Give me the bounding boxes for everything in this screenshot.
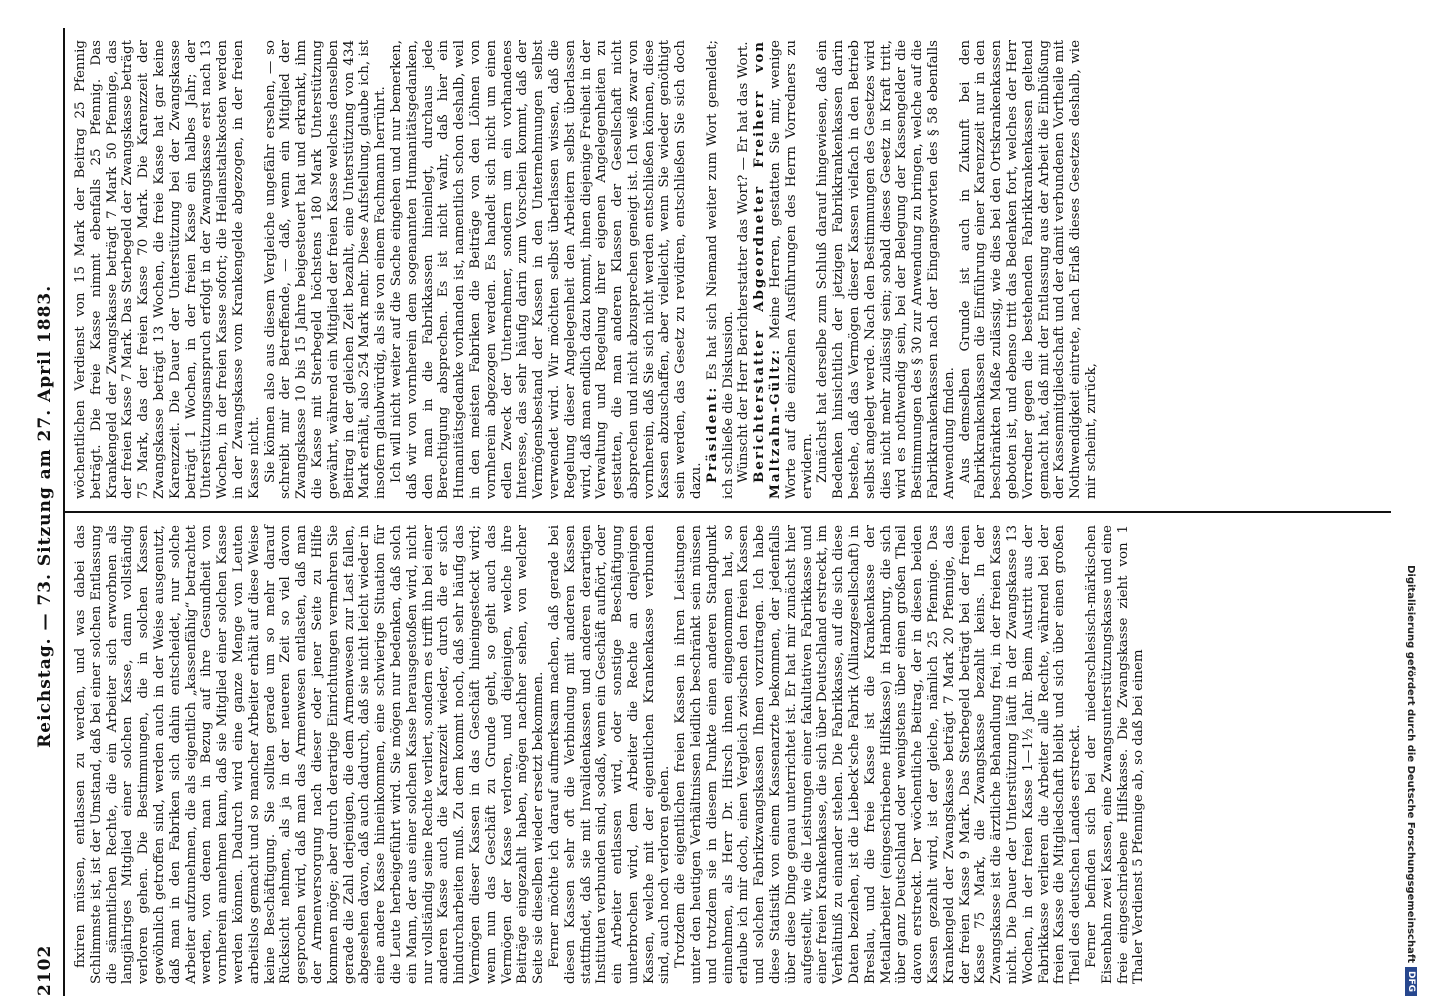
page-number: 2102 (35, 944, 55, 996)
paragraph-text: Ferner möchte ich darauf aufmerksam machen, daß gerade bei diesen Kassen sehr oft die Verbindung mit anderen Kassen stattfindet, daß sie mit Invalidenkassen und anderen derartigen Instituten verbunden sind, sodaß, wenn ein Geschäft aufhört, oder ein Arbeiter entlassen wird, oder sonstige Beschäftigung unterbrochen wird, dem Arbeiter die Rechte an denjenigen Kassen, welche mit der eigentlichen Krankenkasse verbunden sind, auch noch verloren gehen. (546, 525, 673, 984)
column-right (73, 28, 1391, 511)
dfg-logo-icon: DFG (1405, 967, 1417, 996)
paragraph (673, 525, 1084, 984)
paragraph (736, 40, 752, 499)
page-title: Reichstag. — 73. Sitzung am 27. April 1883. (35, 284, 55, 748)
paragraph (547, 525, 673, 984)
paragraph (73, 40, 263, 499)
paragraph-text: Ich will nicht weiter auf die Sache eingehen und nur bemerken, daß wir von vornherein dem sogenannten Humanitätsgedanken, den man in die Fabrikkassen hineinlegt, durchaus jede Berechtigung absprechen. Es ist nicht wahr, daß hier ein Humanitätsgedanke vorhanden ist, namentlich schon deshalb, weil in den meisten Fabriken die Beiträge von den Löhnen von vornherein abgezogen werden. Es handelt sich nicht um einen edlen Zweck der Unternehmer, sondern um ein vorhandenes Interesse, das sehr häufig darin zum Vorschein kommt, daß der Vermögensbestand der Kassen in den Unternehmungen selbst verwendet wird. Wir möchten selbst überlassen wissen, daß die Regelung dieser Angelegenheit den Arbeitern selbst überlassen wird, daß man endlich dazu kommt, ihnen diejenige Freiheit in der Verwaltung und Regelung ihrer eigenen Angelegenheiten zu gestatten, die man anderen Klassen der Gesellschaft nicht absprechen und nicht abzusprechen geneigt ist. Ich weiß zwar von vornherein, daß Sie sich nicht werden entschließen können, diese Kassen abzuschaffen, aber vielleicht, wenn Sie wieder genöthigt sein werden, das Gesetz zu revidiren, entschließen Sie sich doch dazu. (388, 40, 705, 499)
rotated-page (21, 18, 1401, 1002)
paragraph (958, 40, 1100, 499)
paragraph (389, 40, 705, 499)
text-columns (73, 28, 1391, 996)
paragraph-text: Trotzdem die eigentlichen freien Kassen in ihren Leistungen unter den heutigen Verhältnissen leidlich beschränkt sein müssen und trotzdem sie in diesem Punkte einen anderen Standpunkt einnehmen, als Herr Dr. Hirsch ihnen eingenommen hat, so erlaube ich mir doch, einen Vergleich zwischen den freien Kassen und solchen Fabrikzwangskassen Ihnen vorzutragen. Ich habe diese Statistik von einem Kassenarzte bekommen, der jedenfalls über diese Dinge genau unterrichtet ist. Er hat mir zunächst hier aufgestellt, wie die Leistungen einer fakultativen Fabrikkasse und einer freien Krankenkasse, die sich über Deutschland erstreckt, im Verhältniß zu einander stehen. Die Fabrikkasse, auf die sich diese Daten beziehen, ist die Liebeck'sche Fabrik (Allianzgesellschaft) in Breslau, und die freie Kasse ist die Krankenkasse der Metallarbeiter (eingeschriebene Hilfskasse) in Hamburg, die sich über ganz Deutschland oder wenigstens über einen großen Theil davon erstreckt. Der wöchentliche Beitrag, der in diesen beiden Kassen gezahlt wird, ist der gleiche, nämlich 25 Pfennige. Das Krankengeld der Zwangskasse beträgt 7 Mark 20 Pfennige, das der freien Kasse 9 Mark. Das Sterbegeld beträgt bei der freien Kasse 75 Mark, die Zwangskasse bezahlt keins. In der Zwangskasse ist die ärztliche Behandlung frei, in der freien Kasse nicht. Die Dauer der Unterstützung läuft in der Zwangskasse 13 Wochen, in der freien Kasse 1—1½ Jahr. Beim Austritt aus der Fabrikkasse verlieren die Arbeiter alle Rechte, während bei der freien Kasse die Mitgliedschaft bleibt und sich über einen großen Theil des deutschen Landes erstreckt. (673, 525, 1084, 984)
paragraph-text: fixiren müssen, entlassen zu werden, und was dabei das Schlimmste ist, ist der Umstand, daß bei einer solchen Entlassung die sämmtlichen Rechte, die ein Arbeiter sich erworbnen als langjähriges Mitglied einer solchen Kasse, dann vollständig verloren gehen. Die Bestimmungen, die in solchen Kassen gewöhnlich getroffen sind, werden auch in der Weise ausgenutzt, daß man in den Fabriken sich dahin entscheidet, nur solche Arbeiter aufzunehmen, die als eigentlich „kassenfähig“ betrachtet werden, von denen man in Bezug auf ihre Gesundheit von vornherein annehmen kann, daß sie Mitglied einer solchen Kasse werden können. Dadurch wird eine ganze Menge von Leuten arbeitslos gemacht und so mancher Arbeiter erhält auf diese Weise keine Beschäftigung. Sie sollten gerade um so mehr darauf Rücksicht nehmen, als ja in der neueren Zeit so viel davon gesprochen wird, daß man das Armenwesen entlasten, daß man der Armenversorgung nach dieser oder jener Seite zu Hilfe kommen möge; aber durch derartige Einrichtungen vermehren Sie gerade die Zahl derjenigen, die dem Armenwesen zur Last fallen, abgesehen davon, daß auch dadurch, daß sie nicht leicht wieder in eine andere Kasse hineinkommen, eine schwierige Situation für die Leute herbeigeführt wird. Sie mögen nur bedenken, daß solch ein Mann, der aus einer solchen Kasse herausgestoßen wird, nicht nur vollständig seine Rechte verliert, sondern es trifft ihn bei einer anderen Kasse auch die Karenzzeit wieder, durch die er sich hindurcharbeiten muß. Zu dem kommt noch, daß sehr häufig das Vermögen dieser Kassen in das Geschäft hineingesteckt wird; wenn nun das Geschäft zu Grunde geht, so geht auch das Vermögen der Kasse verloren, und diejenigen, welche ihre Beiträge eingezahlt haben, mögen nachher sehen, von welcher Seite sie dieselben wieder ersetzt bekommen. (73, 525, 547, 984)
paragraph-text: wöchentlichen Verdienst von 15 Mark der Beitrag 25 Pfennig beträgt. Die freie Kasse nimmt ebenfalls 25 Pfennig. Das Krankengeld der Zwangskasse beträgt 7 Mark 50 Pfennige, das der freien Kasse 7 Mark. Das Sterbegeld der Zwangskasse beträgt 75 Mark, das der freien Kasse 70 Mark. Die Karenzzeit der Zwangskasse beträgt 13 Wochen, die freie Kasse hat gar keine Karenzzeit. Die Dauer der Unterstützung bei der Zwangskasse beträgt 1 Wochen, in der freien Kasse ein halbes Jahr; der Unterstützungsanspruch erfolgt in der Zwangskasse erst nach 13 Wochen, in der freien Kasse sofort; die Heilanstaltskosten werden in der Zwangskasse vom Krankengelde abgezogen, in der freien Kasse nicht. (73, 40, 262, 499)
paragraph-text: Wünscht der Herr Berichterstatter das Wort? — Er hat das Wort. (736, 41, 752, 483)
digitization-credit (1406, 6, 1428, 996)
paragraph-text: Zunächst hat derselbe zum Schluß darauf hingewiesen, daß ein Bedenken hinsichtlich der jetzigen Fabrikkrankenkassen darin bestehe, daß das Vermögen dieser Kassen vielfach in den Betrieb selbst angelegt werde. Nach den Bestimmungen des Gesetzes wird dies nicht mehr zulässig sein; sobald dieses Gesetz in Kraft tritt, wird es nothwendig sein, bei der Belegung der Kassengelder die Bestimmungen des § 30 zur Anwendung zu bringen, welche auf die Fabrikkrankenkassen nach der Eingangsworten des § 58 ebenfalls Anwendung finden. (815, 40, 957, 499)
speaker-name: Präsident: (703, 385, 720, 483)
paragraph (705, 40, 737, 499)
paragraph-text: Ferner befinden sich bei der niederschlesisch-märkischen Eisenbahn zwei Kassen, eine Zwangsunterstützungskasse und eine freie eingeschriebene Hilfskasse. Die Zwangskasse zieht von 1 Thaler Verdienst 5 Pfennige ab, so daß bei einem (1084, 525, 1147, 984)
paragraph-text: Meine Herren, gestatten Sie mir, wenige Worte auf die einzelnen Ausführungen des Herrn Vorredners zu erwidern. (768, 40, 815, 499)
paragraph-text: Aus demselben Grunde ist auch in Zukunft bei den Fabrikkrankenkassen die Einführung einer Karenzzeit nur in den beschränkten Maße zulässig, wie dies bei den Ortskrankenkassen geboten ist, und ebenso tritt das Bedenken fort, welches der Herr Vorredner gegen die bestehenden Fabrikkrankenkassen geltend gemacht hat, daß mit der Entlassung aus der Arbeit die Einbüßung der Kassenmitgliedschaft und der damit verbundenen Vortheile mit Nothwendigkeit eintrete, nach Erlaß dieses Gesetzes deshalb, wie mir scheint, zurück, (957, 40, 1099, 499)
paragraph (815, 40, 957, 499)
column-left (73, 513, 1391, 996)
page-header (27, 28, 65, 996)
paragraph (263, 40, 389, 499)
paragraph-text: Es hat sich Niemand weiter zum Wort gemeldet; ich schließe die Diskussion. (704, 40, 736, 499)
paragraph-text: Sie können also aus diesem Vergleiche ungefähr ersehen, — so schreibt mir der Betreffende, — daß, wenn ein Mitglied der Zwangskasse 10 bis 15 Jahre beigesteuert hat und erkrankt, ihm die Kasse mit Sterbegeld höchstens 180 Mark Unterstützung gewährt, während ein Mitglied der freien Kasse welches denselben Beitrag in der gleichen Zeit bezahlt, eine Unterstützung von 434 Mark erhält, also 254 Mark mehr. Diese Aufstellung, glaube ich, ist insofern glaubwürdig, als sie von einem Fachmann herrührt. (262, 40, 389, 499)
paragraph (73, 525, 547, 984)
credit-text: Digitalisierung gefördert durch die Deutsche Forschungsgemeinschaft (1405, 565, 1417, 963)
document-page (21, 18, 1401, 1002)
speaker-name: Berichterstatter Abgeordneter Freiherr von Maltzahn-Gültz: (751, 40, 784, 499)
paragraph (752, 40, 815, 499)
credit-line (1400, 6, 1422, 996)
paragraph (1084, 525, 1147, 984)
